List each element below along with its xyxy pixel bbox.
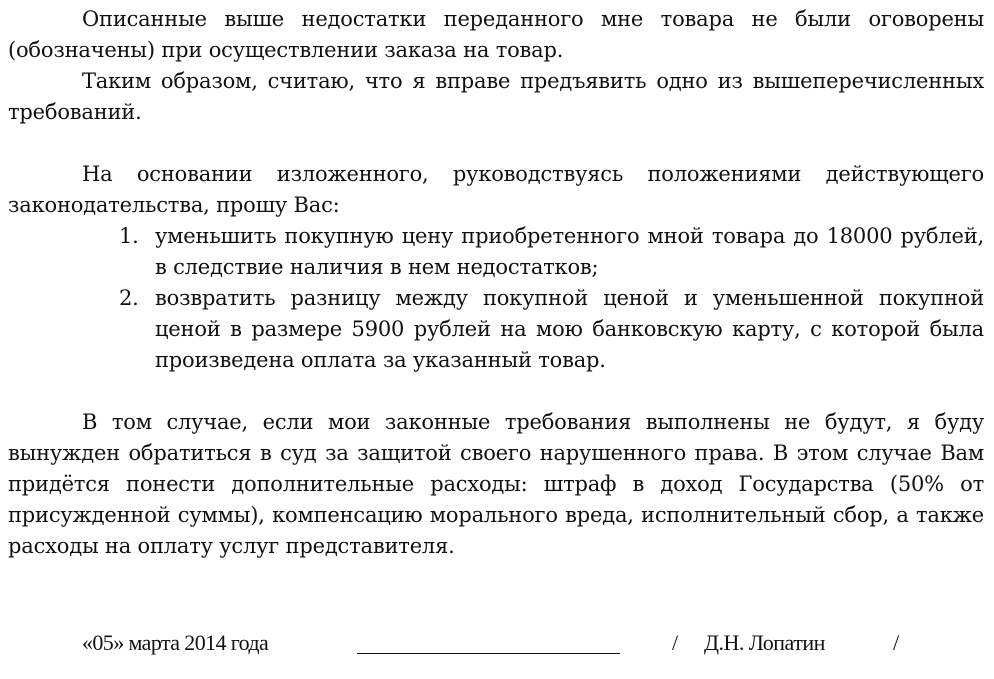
request-item [8, 283, 984, 376]
signature-slash-left: / [672, 630, 679, 655]
document-page [8, 4, 984, 562]
request-text: уменьшить покупную цену приобретенного мной товара до 18000 рублей, в следствие наличия в нем недостатков; [155, 224, 984, 279]
request-number: 2. [119, 286, 139, 310]
requests-list [8, 221, 984, 376]
paragraph-defects-not-stated: Описанные выше недостатки переданного мне товара не были оговорены (обозначены) при осуществлении заказа на товар. [8, 7, 984, 62]
request-number: 1. [119, 224, 139, 248]
signature-slash-right: / [893, 630, 900, 655]
signatory-name: Д.Н. Лопатин [704, 630, 825, 655]
paragraph-request-intro: На основании изложенного, руководствуясь положениями действующего законодательства, прошу Вас: [8, 162, 984, 217]
paragraph-spacer [8, 128, 984, 159]
paragraph-spacer [8, 376, 984, 407]
paragraph-entitled-to-claim: Таким образом, считаю, что я вправе предъявить одно из вышеперечисленных требований. [8, 69, 984, 124]
request-text: возвратить разницу между покупной ценой и уменьшенной покупной ценой в размере 5900 рублей на мою банковскую карту, с которой была произведена оплата за указанный товар. [155, 286, 984, 372]
signature-block [0, 626, 994, 660]
request-item [8, 221, 984, 283]
paragraph-court-warning: В том случае, если мои законные требования выполнены не будут, я буду вынужден обратиться в суд за защитой своего нарушенного права. В этом случае Вам придётся понести дополнительные расходы: штраф в доход Государства (50% от присужденной суммы), компенсацию морального вреда, исполнительный сбор, а также расходы на оплату услуг представителя. [8, 410, 984, 558]
signature-line [357, 653, 620, 654]
signature-date: «05» марта 2014 года [82, 630, 269, 655]
